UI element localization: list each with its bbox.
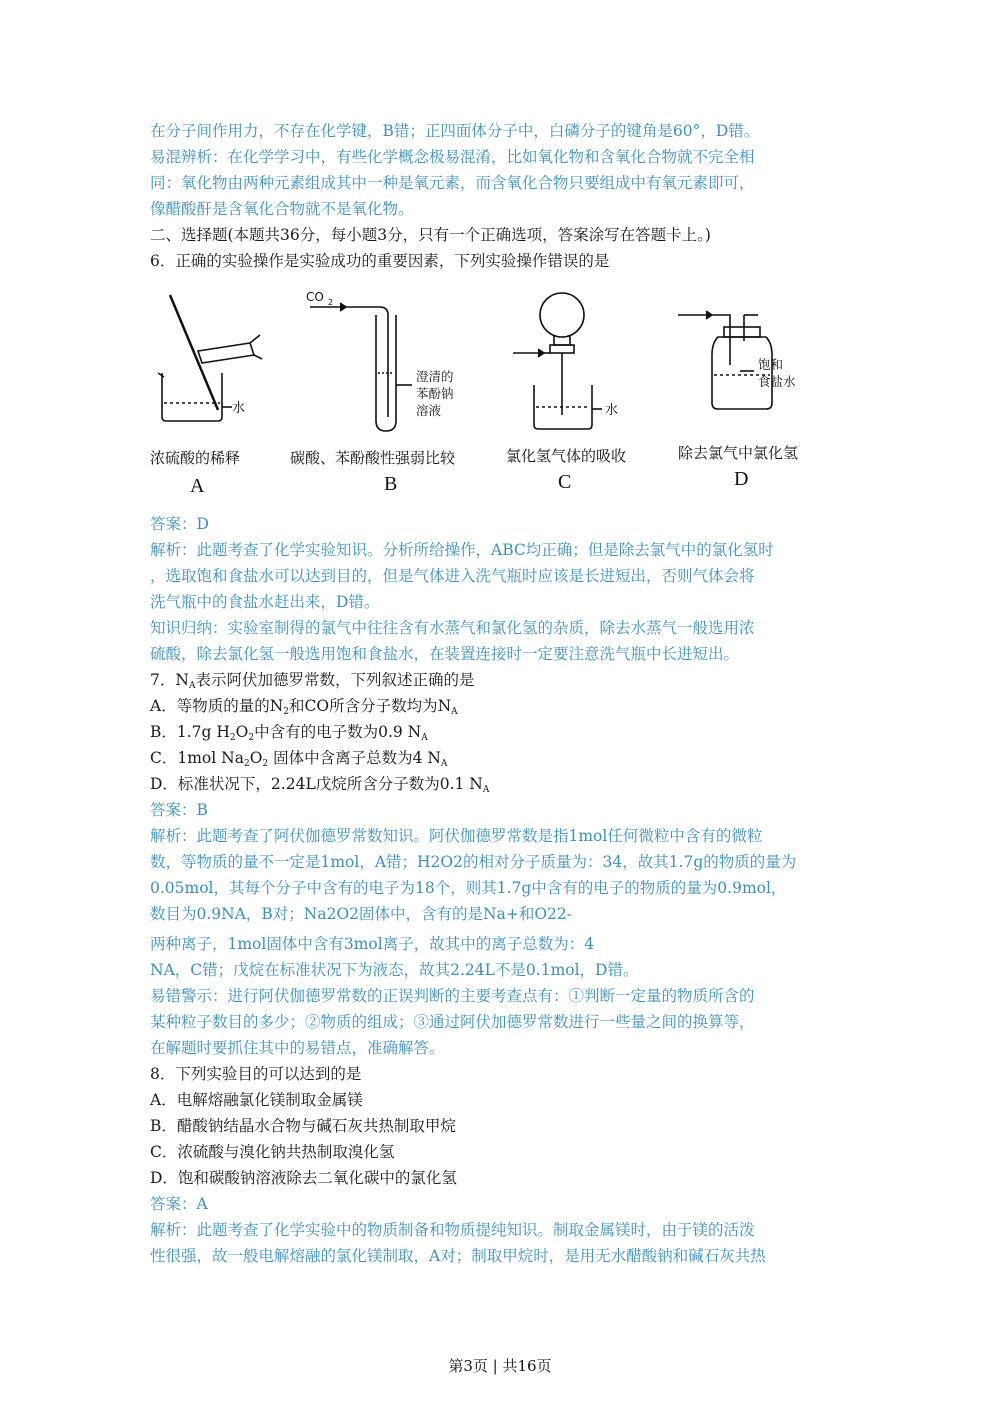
q6-apparatus-figure — [150, 285, 870, 500]
caption-b: 碳酸、苯酚酸性强弱比较 — [290, 449, 456, 467]
letter-b: B — [384, 473, 398, 495]
q7-analysis-line: 易错警示：进行阿伏伽德罗常数的正误判断的主要考查点有：①判断一定量的物质所含的 — [150, 987, 755, 1005]
q6-answer: 答案：D — [150, 515, 209, 533]
q7-analysis-line: 两种离子，1mol固体中含有3mol离子，故其中的离子总数为：4 — [150, 935, 595, 953]
solution-label-d-2: 食盐水 — [758, 374, 796, 389]
solution-label-b-1: 澄清的 — [416, 369, 454, 384]
q6-analysis-line: 洗气瓶中的食盐水赶出来，D错。 — [150, 593, 380, 611]
text-line: 同：氧化物由两种元素组成其中一种是氧元素，而含氧化合物只要组成中有氧元素即可， — [150, 174, 755, 192]
apparatus-drawing — [150, 285, 870, 500]
q7-analysis-line: 数目为0.9NA，B对；Na2O2固体中，含有的是Na+和O22- — [150, 905, 572, 923]
q6-analysis-line: 解析：此题考查了化学实验知识。分析所给操作，ABC均正确；但是除去氯气中的氯化氢时 — [150, 541, 774, 559]
solution-label-d-1: 饱和 — [758, 357, 784, 372]
q7-analysis-line: 在解题时要抓住其中的易错点，准确解答。 — [150, 1039, 445, 1057]
q7-analysis-line: 0.05mol，其每个分子中含有的电子为18个，则其1.7g中含有的电子的物质的量为0.9mol， — [150, 879, 787, 897]
solution-label-b-2: 苯酚钠 — [416, 386, 454, 401]
text-line: 易混辨析：在化学学习中，有些化学概念极易混淆，比如氧化物和含氧化合物就不完全相 — [150, 148, 755, 166]
q7-analysis-line: 数，等物质的量不一定是1mol，A错；H2O2的相对分子质量为：34，故其1.7g的物质的量为 — [150, 853, 797, 871]
q8-option: B．醋酸钠结晶水合物与碱石灰共热制取甲烷 — [150, 1117, 456, 1135]
q8-option: C．浓硫酸与溴化钠共热制取溴化氢 — [150, 1143, 395, 1161]
water-label-c: 水 — [605, 403, 619, 418]
solution-label-b-3: 溶液 — [416, 403, 442, 418]
q6-analysis-line: 硫酸，除去氯化氢一般选用饱和食盐水，在装置连接时一定要注意洗气瓶中长进短出。 — [150, 645, 740, 663]
caption-d: 除去氯气中氯化氢 — [678, 444, 799, 462]
q8-option: D．饱和碳酸钠溶液除去二氧化碳中的氯化氢 — [150, 1169, 457, 1187]
co2-label-sub: 2 — [328, 298, 334, 307]
letter-a: A — [190, 475, 205, 497]
q8-analysis-line: 性很强，故一般电解熔融的氯化镁制取，A对；制取甲烷时，是用无水醋酸钠和碱石灰共热 — [150, 1247, 766, 1265]
q8-analysis-line: 解析：此题考查了化学实验中的物质制备和物质提纯知识。制取金属镁时，由于镁的活泼 — [150, 1221, 755, 1239]
question-6-stem: 6．正确的实验操作是实验成功的重要因素，下列实验操作错误的是 — [150, 252, 610, 270]
question-7-stem: 7．$N_A$表示阿伏加德罗常数，下列叙述正确的是 — [150, 671, 475, 691]
q7-analysis-line: 某种粒子数目的多少；②物质的组成；③通过阿伏加德罗常数进行一些量之间的换算等， — [150, 1013, 755, 1031]
co2-label: CO — [306, 290, 324, 304]
letter-c: C — [558, 471, 572, 493]
section-heading: 二、选择题(本题共36分，每小题3分，只有一个正确选项，答案涂写在答题卡上。) — [150, 226, 711, 244]
text-line: 在分子间作用力，不存在化学键，B错；正四面体分子中，白磷分子的键角是60°，D错。 — [150, 122, 760, 140]
q7-answer: 答案：B — [150, 801, 208, 819]
q6-analysis-line: 知识归纳：实验室制得的氯气中往往含有水蒸气和氯化氢的杂质，除去水蒸气一般选用浓 — [150, 619, 755, 637]
q7-option-b: B．1.7g $H_2O_2$中含有的电子数为0.9 $N_A$ — [150, 723, 428, 743]
q7-analysis-line: 解析：此题考查了阿伏伽德罗常数知识。阿伏伽德罗常数是指1mol任何微粒中含有的微粒 — [150, 827, 763, 845]
question-8-stem: 8．下列实验目的可以达到的是 — [150, 1065, 362, 1083]
pouring-cylinder — [198, 343, 254, 363]
q7-option-c: C．1mol $Na_2O_2$ 固体中含离子总数为4 $N_A$ — [150, 749, 448, 769]
q7-analysis-line: NA，C错；戊烷在标准状况下为液态，故其2.24L不是0.1mol，D错。 — [150, 961, 639, 979]
text-line: 像醋酸酐是含氧化合物就不是氧化物。 — [150, 200, 414, 218]
q7-option-a: A．等物质的量的$N_2$和CO所含分子数均为$N_A$ — [150, 697, 458, 717]
caption-a: 浓硫酸的稀释 — [150, 449, 241, 467]
caption-c: 氯化氢气体的吸收 — [506, 447, 627, 465]
wash-bottle-d — [712, 337, 772, 409]
flask-c — [540, 293, 584, 337]
q8-option: A．电解熔融氯化镁制取金属镁 — [150, 1091, 363, 1109]
page-footer: 第3页 | 共16页 — [448, 1357, 552, 1375]
q6-analysis-line: ，选取饱和食盐水可以达到目的，但是气体进入洗气瓶时应该是长进短出，否则气体会将 — [150, 567, 755, 585]
q8-answer: 答案：A — [150, 1195, 208, 1213]
water-label-a: 水 — [232, 401, 246, 416]
letter-d: D — [734, 468, 749, 490]
q7-option-d: D．标准状况下，2.24L戊烷所含分子数为0.1 $N_A$ — [150, 775, 490, 795]
glass-rod — [170, 295, 218, 410]
